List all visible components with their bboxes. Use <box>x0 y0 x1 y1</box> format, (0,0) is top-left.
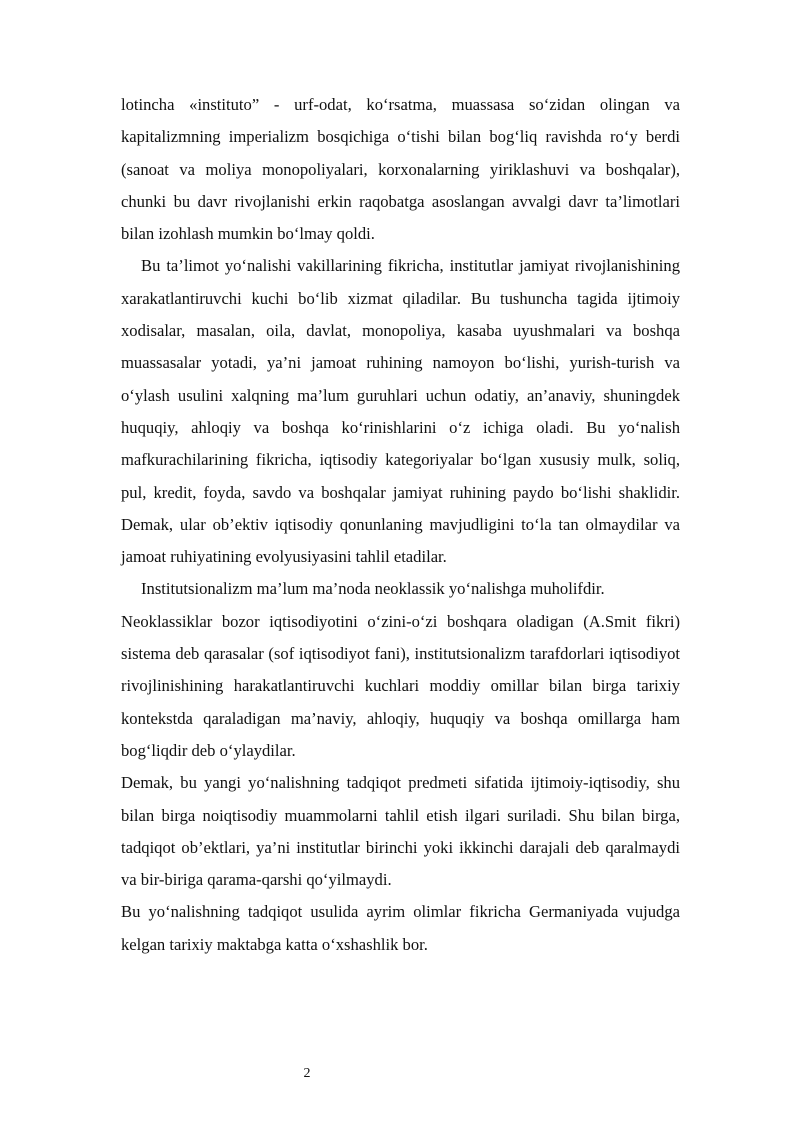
paragraph-6: Bu yo‘nalishning tadqiqot usulida ayrim olimlar fikricha Germaniyada vujudga kelgan tarixiy maktabga katta o‘xshashlik bor. <box>121 902 680 954</box>
page-number: 2 <box>303 1066 311 1081</box>
paragraph-2: Bu ta’limot yo‘nalishi vakillarining fikricha, institutlar jamiyat rivojlanishining xarakatlantiruvchi kuchi bo‘lib xizmat qiladilar. Bu tushuncha tagida ijtimoiy xodisalar, masalan, oila, davlat, monopoliya, kasaba uyushmalari va boshqa muassasalar yotadi, ya’ni jamoat ruhining namoyon bo‘lishi, yurish-turish va o‘ylash usulini xalqning ma’lum guruhlari uchun odatiy, an’anaviy, shuningdek huquqiy, ahloqiy va boshqa ko‘rinishlarini o‘z ichiga oladi. Bu yo‘nalish mafkurachilarining fikricha, iqtisodiy kategoriyalar bo‘lgan xususiy mulk, soliq, pul, kredit, foyda, savdo va boshqalar jamiyat ruhining paydo bo‘lishi shaklidir. Demak, ular ob’ektiv iqtisodiy qonunlaning mavjudligini to‘la tan olmaydilar va jamoat ruhiyatining evolyusiyasini tahlil etadilar. <box>121 256 680 567</box>
paragraph-1: lotincha «instituto” - urf-odat, ko‘rsatma, muassasa so‘zidan olingan va kapitalizmning imperializm bosqichiga o‘tishi bilan bog‘liq ravishda ro‘y berdi (sanoat va moliya monopoliyalari, korxonalarning yiriklashuvi va boshqalar), chunki bu davr rivojlanishi erkin raqobatga asoslangan avvalgi davr ta’limotlari bilan izohlash mumkin bo‘lmay qoldi. <box>121 95 680 244</box>
paragraph-5: Demak, bu yangi yo‘nalishning tadqiqot predmeti sifatida ijtimoiy-iqtisodiy, shu bilan birga noiqtisodiy muammolarni tahlil etish ilgari suriladi. Shu bilan birga, tadqiqot ob’ektlari, ya’ni institutlar birinchi yoki ikkinchi darajali deb qaralmaydi va bir-biriga qarama-qarshi qo‘yilmaydi. <box>121 773 680 890</box>
paragraph-3: Institutsionalizm ma’lum ma’noda neoklassik yo‘nalishga muholifdir. <box>141 579 605 599</box>
document-page <box>121 89 680 961</box>
paragraph-4: Neoklassiklar bozor iqtisodiyotini o‘zini-o‘zi boshqara oladigan (A.Smit fikri) sistema deb qarasalar (sof iqtisodiyot fani), institutsionalizm tarafdorlari iqtisodiyot rivojlinishining harakatlantiruvchi kuchlari moddiy omillar bilan birga tarixiy kontekstda qaraladigan ma’naviy, ahloqiy, huquqiy va boshqa omillarga ham bog‘liqdir deb o‘ylaydilar. <box>121 611 680 760</box>
